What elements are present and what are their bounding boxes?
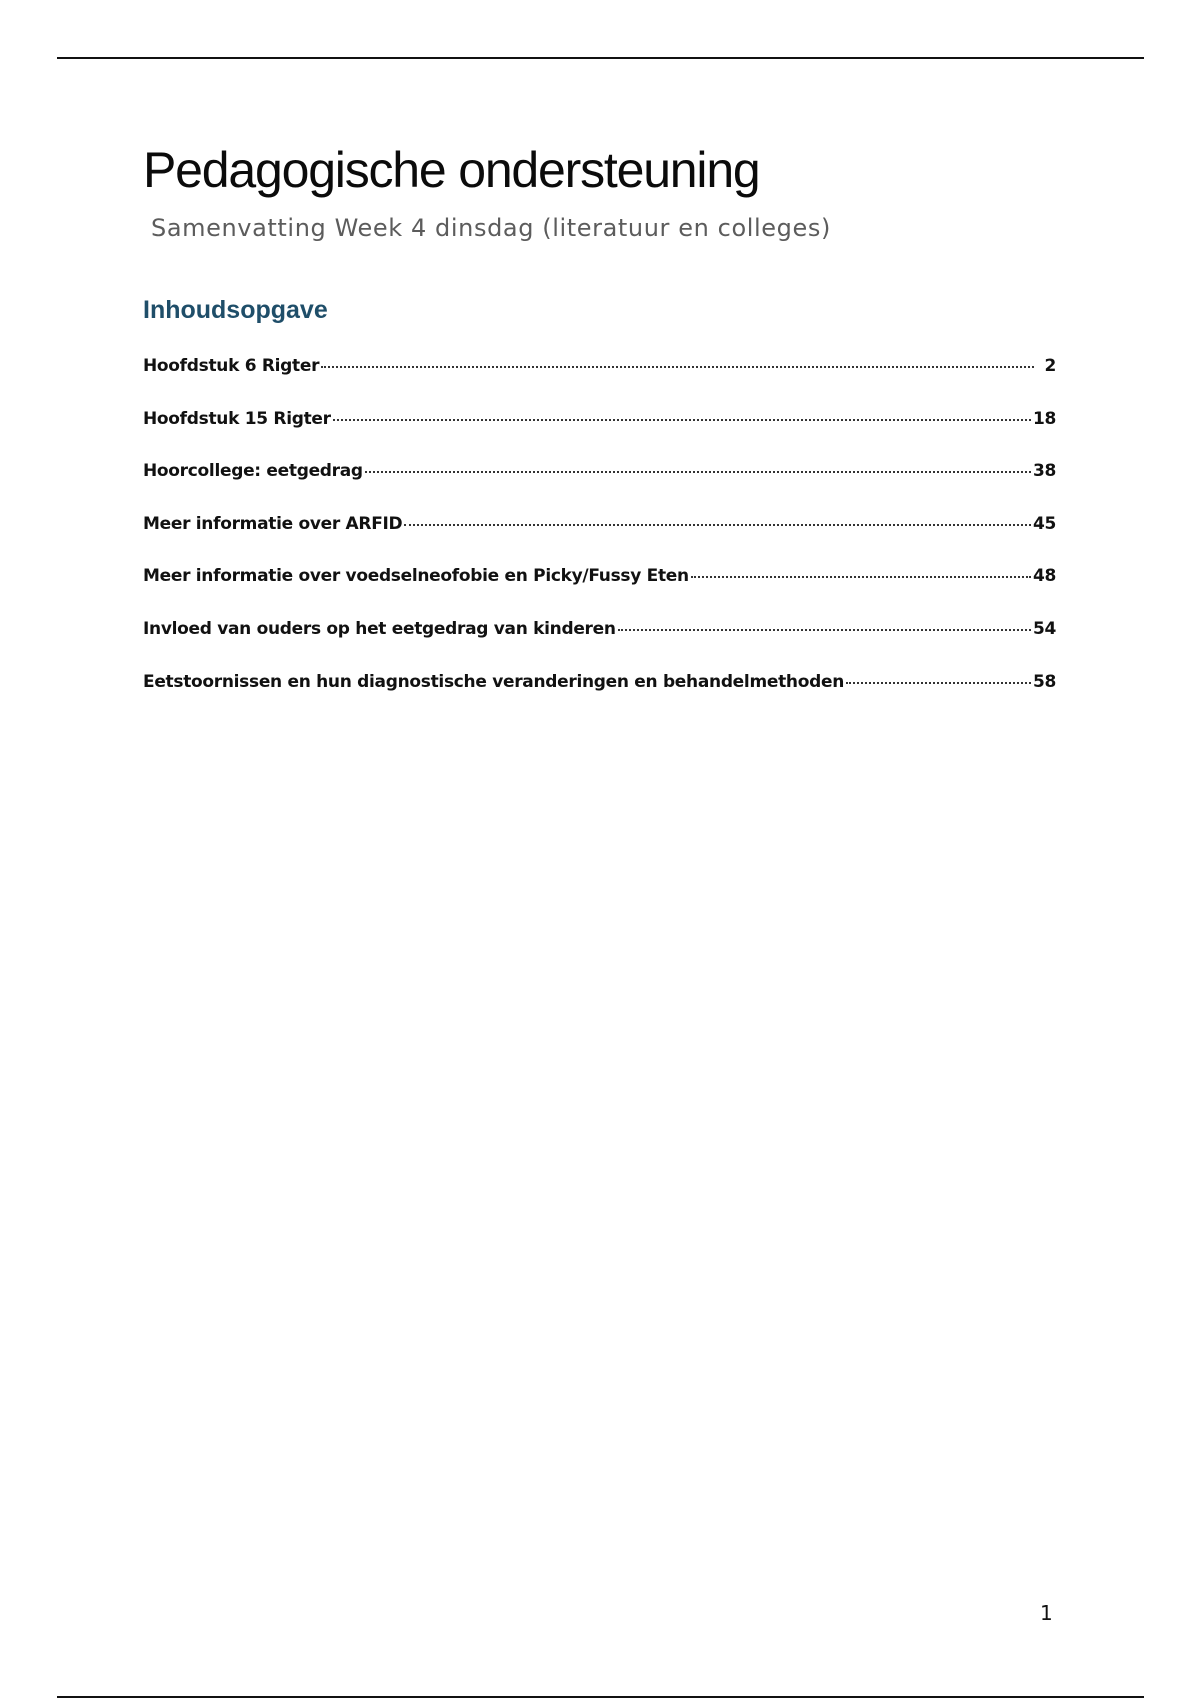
toc-dot-leader bbox=[404, 524, 1031, 526]
toc-entry-label: Meer informatie over ARFID bbox=[143, 513, 403, 534]
toc-dot-leader bbox=[321, 366, 1034, 368]
toc-entry[interactable] bbox=[143, 672, 1056, 725]
toc-entry-label: Meer informatie over voedselneofobie en Picky/Fussy Eten bbox=[143, 566, 689, 587]
toc-entry-label: Eetstoornissen en hun diagnostische veranderingen en behandelmethoden bbox=[143, 671, 844, 692]
toc-dot-leader bbox=[365, 471, 1031, 473]
toc-dot-leader bbox=[691, 576, 1031, 578]
toc-entry[interactable] bbox=[143, 619, 1056, 672]
toc-entry-page: 54 bbox=[1032, 618, 1056, 639]
toc-entry[interactable] bbox=[143, 514, 1056, 567]
toc-entry-page: 38 bbox=[1032, 461, 1056, 482]
toc-entry[interactable] bbox=[143, 566, 1056, 619]
toc-entry-page: 58 bbox=[1032, 671, 1056, 692]
toc-entry-page: 18 bbox=[1032, 408, 1056, 429]
table-of-contents bbox=[143, 356, 1056, 724]
header-rule bbox=[57, 57, 1144, 59]
footer-rule bbox=[57, 1696, 1144, 1698]
toc-entry-label: Hoofdstuk 15 Rigter bbox=[143, 408, 331, 429]
toc-entry-label: Hoorcollege: eetgedrag bbox=[143, 461, 363, 482]
toc-entry-page: 45 bbox=[1032, 513, 1056, 534]
page-number: 1 bbox=[1040, 1601, 1053, 1625]
toc-dot-leader bbox=[846, 682, 1031, 684]
toc-entry[interactable] bbox=[143, 356, 1056, 409]
toc-entry-label: Invloed van ouders op het eetgedrag van kinderen bbox=[143, 618, 616, 639]
toc-dot-leader bbox=[333, 419, 1031, 421]
toc-entry[interactable] bbox=[143, 409, 1056, 462]
toc-entry[interactable] bbox=[143, 461, 1056, 514]
document-subtitle: Samenvatting Week 4 dinsdag (literatuur en colleges) bbox=[151, 214, 831, 242]
toc-entry-label: Hoofdstuk 6 Rigter bbox=[143, 356, 320, 376]
toc-entry-page: 48 bbox=[1032, 566, 1056, 587]
document-title: Pedagogische ondersteuning bbox=[143, 142, 760, 198]
toc-dot-leader bbox=[618, 629, 1031, 631]
toc-entry-page: 2 bbox=[1044, 356, 1056, 376]
toc-heading: Inhoudsopgave bbox=[143, 296, 328, 324]
